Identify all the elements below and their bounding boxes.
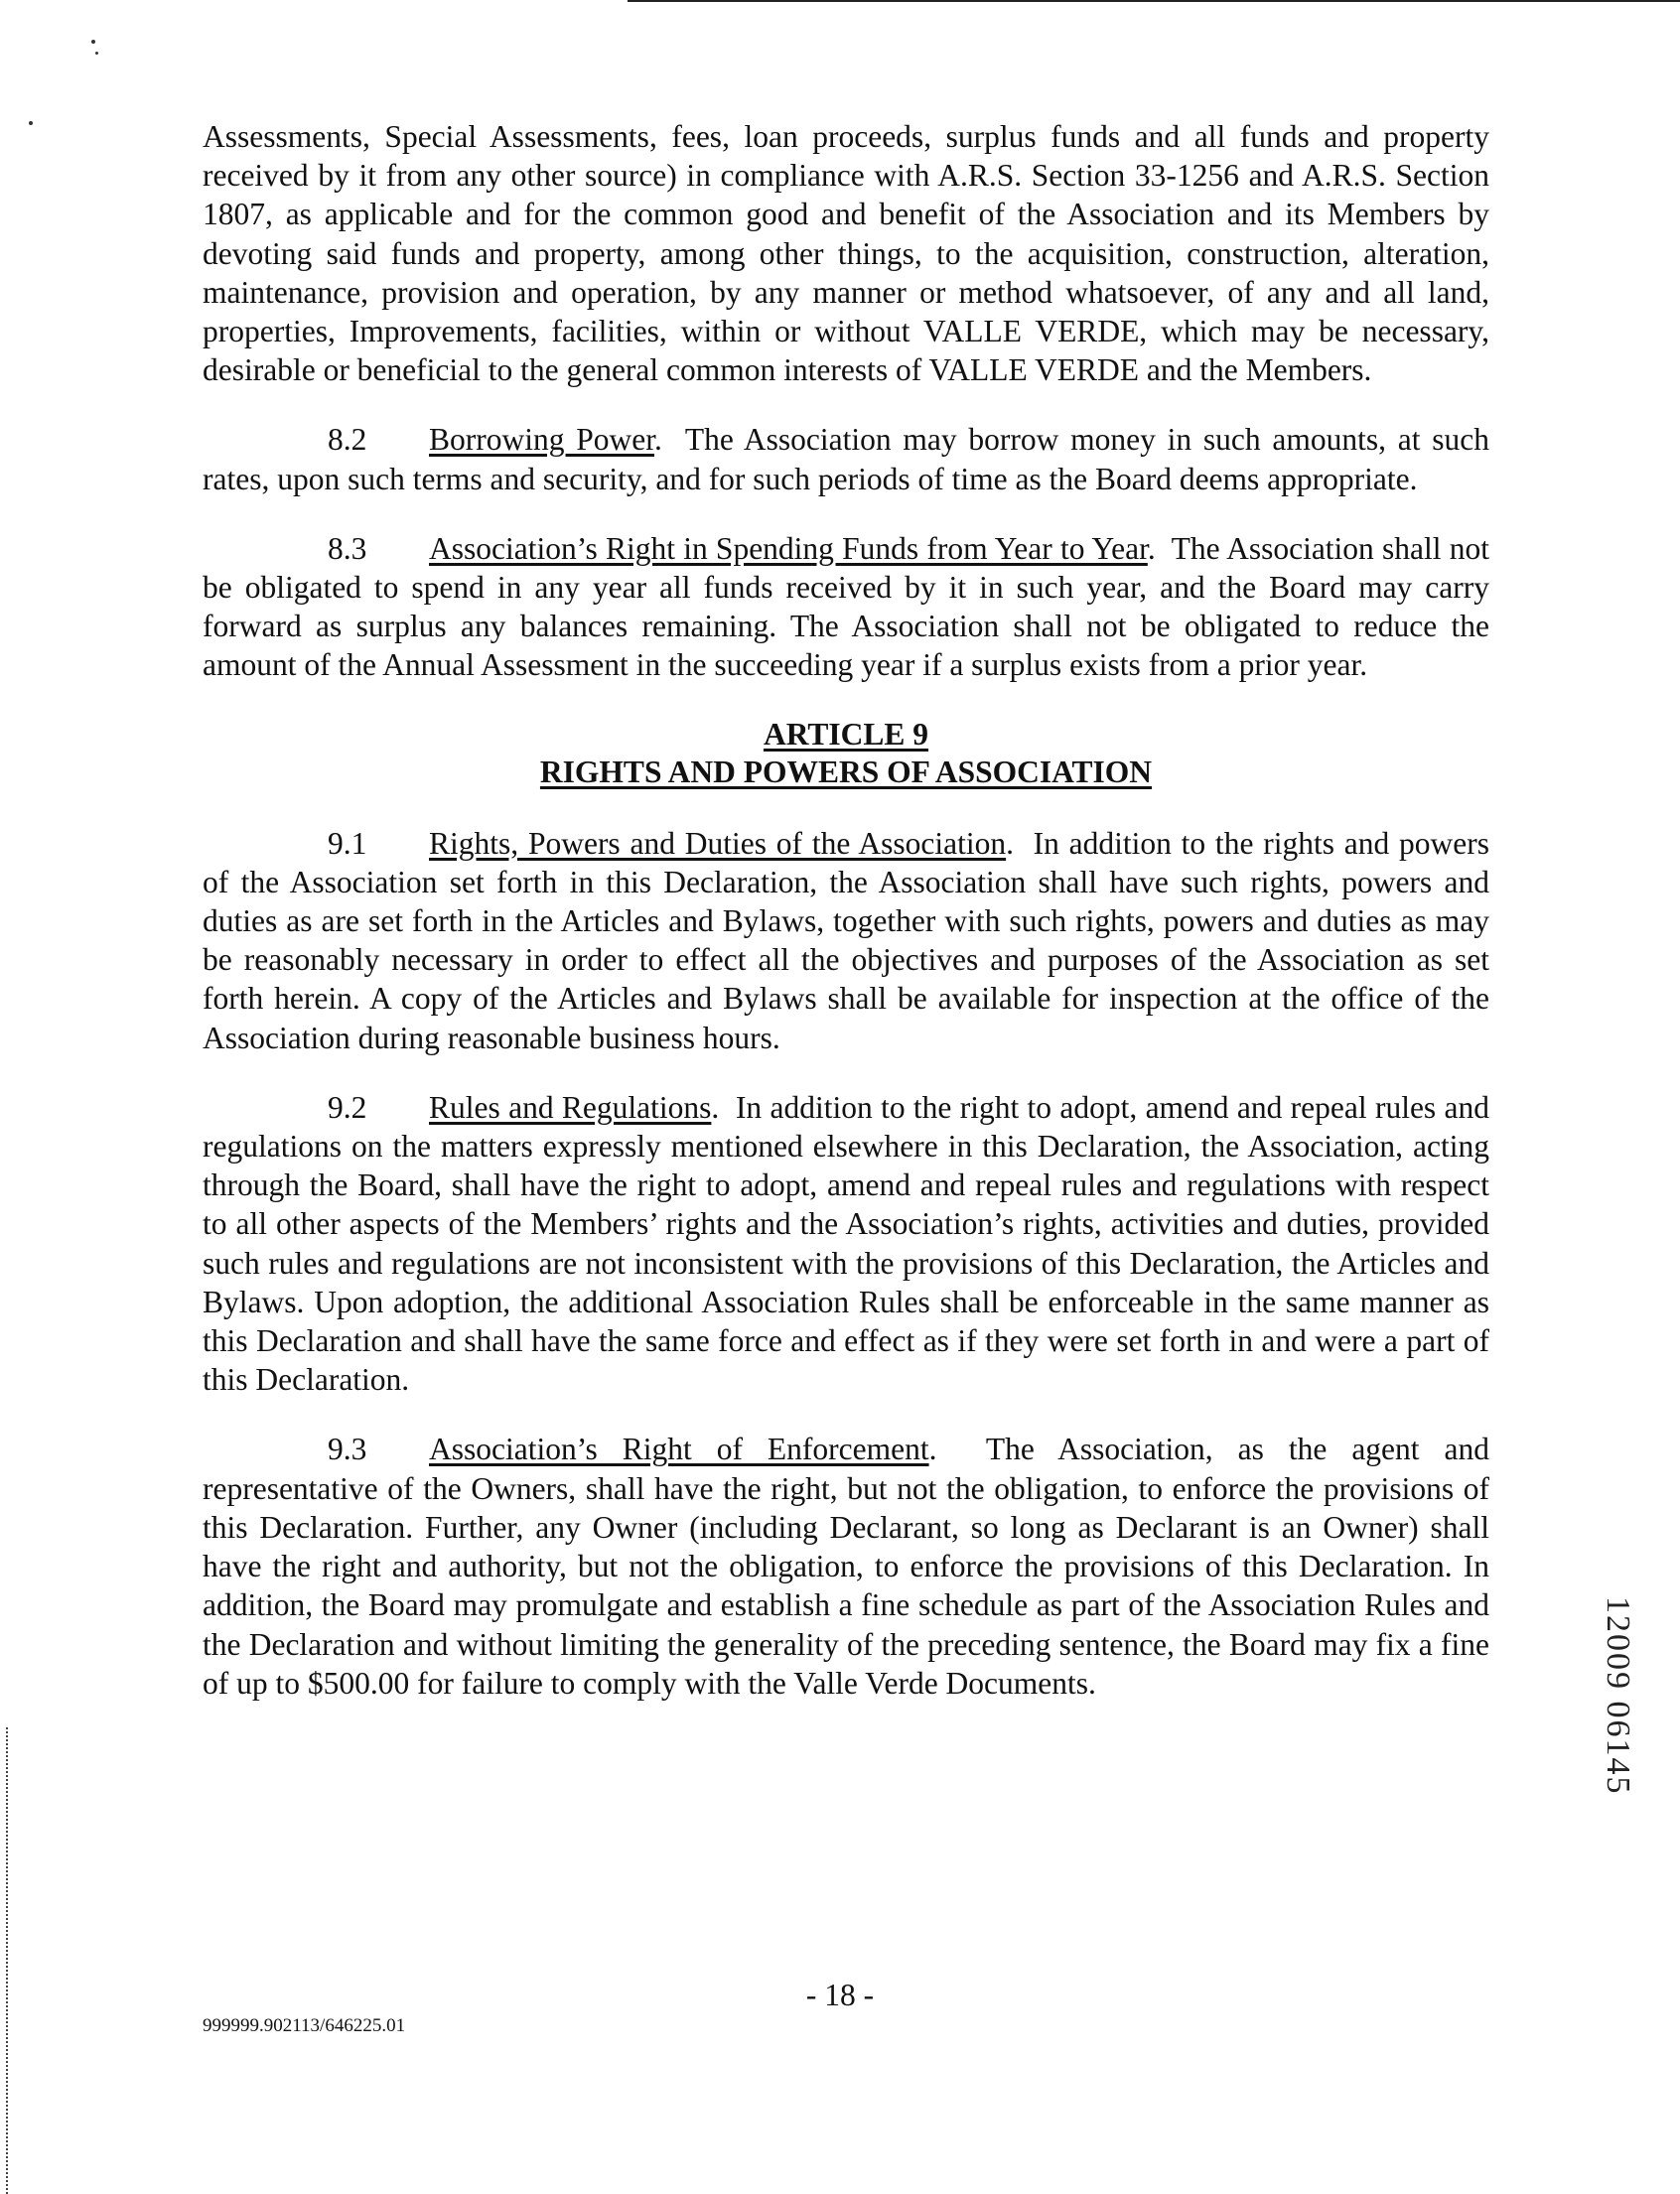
section-title: Association’s Right in Spending Funds from Year to Year [429, 530, 1148, 566]
scan-border-left [6, 1727, 10, 2194]
article-heading [203, 716, 1489, 791]
section-body: The Association may borrow money in such amounts, at such rates, upon such terms and security, and for such periods of time as the Board deems appropriate. [203, 422, 1489, 496]
recording-stamp: 12009 06145 [1600, 1596, 1636, 1796]
section-title: Borrowing Power [429, 422, 655, 458]
section-title: Association’s Right of Enforcement [429, 1432, 929, 1467]
section-9-1: 9.1 Rights, Powers and Duties of the Association. In addition to the rights and powers of the Association set forth in this Declaration, the Association shall have such rights, powers and duties as are set forth in the Articles and Bylaws, together with such rights, powers and duties as may be reasonably necessary in order to effect all the objectives and purposes of the Association as set forth herein. A copy of the Articles and Bylaws shall be available for inspection at the office of the Association during reasonable business hours. [203, 825, 1490, 1055]
scan-border-top [628, 0, 1680, 2]
section-number: 9.2 [328, 1089, 367, 1125]
section-body: In addition to the right to adopt, amend and repeal rules and regulations on the matters expressly mentioned elsewhere in this Declaration, the Association, acting through the Board, shall have the right to adopt, amend and repeal rules and regulations with respect to all other aspects of the Members’ rights and the Association’s rights, activities and duties, provided such rules and regulations are not inconsistent with the provisions of this Declaration, the Articles and Bylaws. Upon adoption, the additional Association Rules shall be enforceable in the same manner as this Declaration and shall have the same force and effect as if they were set forth in and were a part of this Declaration. [203, 1089, 1489, 1398]
scan-speck [29, 121, 33, 125]
section-title: Rights, Powers and Duties of the Association [429, 825, 1007, 861]
section-number: 8.3 [328, 530, 367, 566]
section-number: 9.1 [328, 825, 367, 861]
section-number: 8.2 [328, 422, 367, 458]
section-title: Rules and Regulations [429, 1089, 712, 1125]
section-number: 9.3 [328, 1432, 367, 1467]
section-body: The Association, as the agent and representative of the Owners, shall have the right, but not the obligation, to enforce the provisions of this Declaration. Further, any Owner (including Declarant, so long as Declarant is an Owner) shall have the right and authority, but not the obligation, to enforce the provisions of this Declaration. In addition, the Board may promulgate and establish a fine schedule as part of the Association Rules and the Declaration and without limiting the generality of the preceding sentence, the Board may fix a fine of up to $500.00 for failure to comply with the Valle Verde Documents. [203, 1432, 1489, 1701]
scan-speck [91, 40, 95, 44]
section-body: The Association shall not be obligated to spend in any year all funds received by it in such year, and the Board may carry forward as surplus any balances remaining. The Association shall not be obligated to reduce the amount of the Annual Assessment in the succeeding year if a surplus exists from a prior year. [203, 530, 1489, 683]
article-number: ARTICLE 9 [763, 716, 929, 752]
section-8-2: 8.2 Borrowing Power. The Association may borrow money in such amounts, at such rates, upon such terms and security, and for such periods of time as the Board deems appropriate. [203, 422, 1489, 496]
section-9-2: 9.2 Rules and Regulations. In addition to the right to adopt, amend and repeal rules and regulations on the matters expressly mentioned elsewhere in this Declaration, the Association, acting through the Board, shall have the right to adopt, amend and repeal rules and regulations with respect to all other aspects of the Members’ rights and the Association’s rights, activities and duties, provided such rules and regulations are not inconsistent with the provisions of this Declaration, the Articles and Bylaws. Upon adoption, the additional Association Rules shall be enforceable in the same manner as this Declaration and shall have the same force and effect as if they were set forth in and were a part of this Declaration. [203, 1089, 1489, 1398]
article-title: RIGHTS AND POWERS OF ASSOCIATION [539, 754, 1153, 789]
paragraph-continued: Assessments, Special Assessments, fees, loan proceeds, surplus funds and all funds and property received by it from any other source) in compliance with A.R.S. Section 33-1256 and A.R.S. Section 1807, as applicable and for the common good and benefit of the Association and its Members by devoting said funds and property, among other things, to the acquisition, construction, alteration, maintenance, provision and operation, by any manner or method whatsoever, of any and all land, properties, Improvements, facilities, within or without VALLE VERDE, which may be necessary, desirable or beneficial to the general common interests of VALLE VERDE and the Members. [203, 119, 1489, 388]
document-body [203, 117, 1489, 1733]
scan-speck [95, 52, 98, 55]
section-body: In addition to the rights and powers of the Association set forth in this Declaration, the Association shall have such rights, powers and duties as are set forth in the Articles and Bylaws, together with such rights, powers and duties as may be reasonably necessary in order to effect all the objectives and purposes of the Association as set forth herein. A copy of the Articles and Bylaws shall be available for inspection at the office of the Association during reasonable business hours. [203, 825, 1490, 1055]
section-9-3: 9.3 Association’s Right of Enforcement. The Association, as the agent and representative of the Owners, shall have the right, but not the obligation, to enforce the provisions of this Declaration. Further, any Owner (including Declarant, so long as Declarant is an Owner) shall have the right and authority, but not the obligation, to enforce the provisions of this Declaration. In addition, the Board may promulgate and establish a fine schedule as part of the Association Rules and the Declaration and without limiting the generality of the preceding sentence, the Board may fix a fine of up to $500.00 for failure to comply with the Valle Verde Documents. [203, 1432, 1489, 1701]
document-id: 999999.902113/646225.01 [203, 2015, 406, 2036]
section-8-3: 8.3 Association’s Right in Spending Funds from Year to Year. The Association shall not be obligated to spend in any year all funds received by it in such year, and the Board may carry forward as surplus any balances remaining. The Association shall not be obligated to reduce the amount of the Annual Assessment in the succeeding year if a surplus exists from a prior year. [203, 530, 1489, 683]
page-number: - 18 - [805, 1978, 875, 2012]
